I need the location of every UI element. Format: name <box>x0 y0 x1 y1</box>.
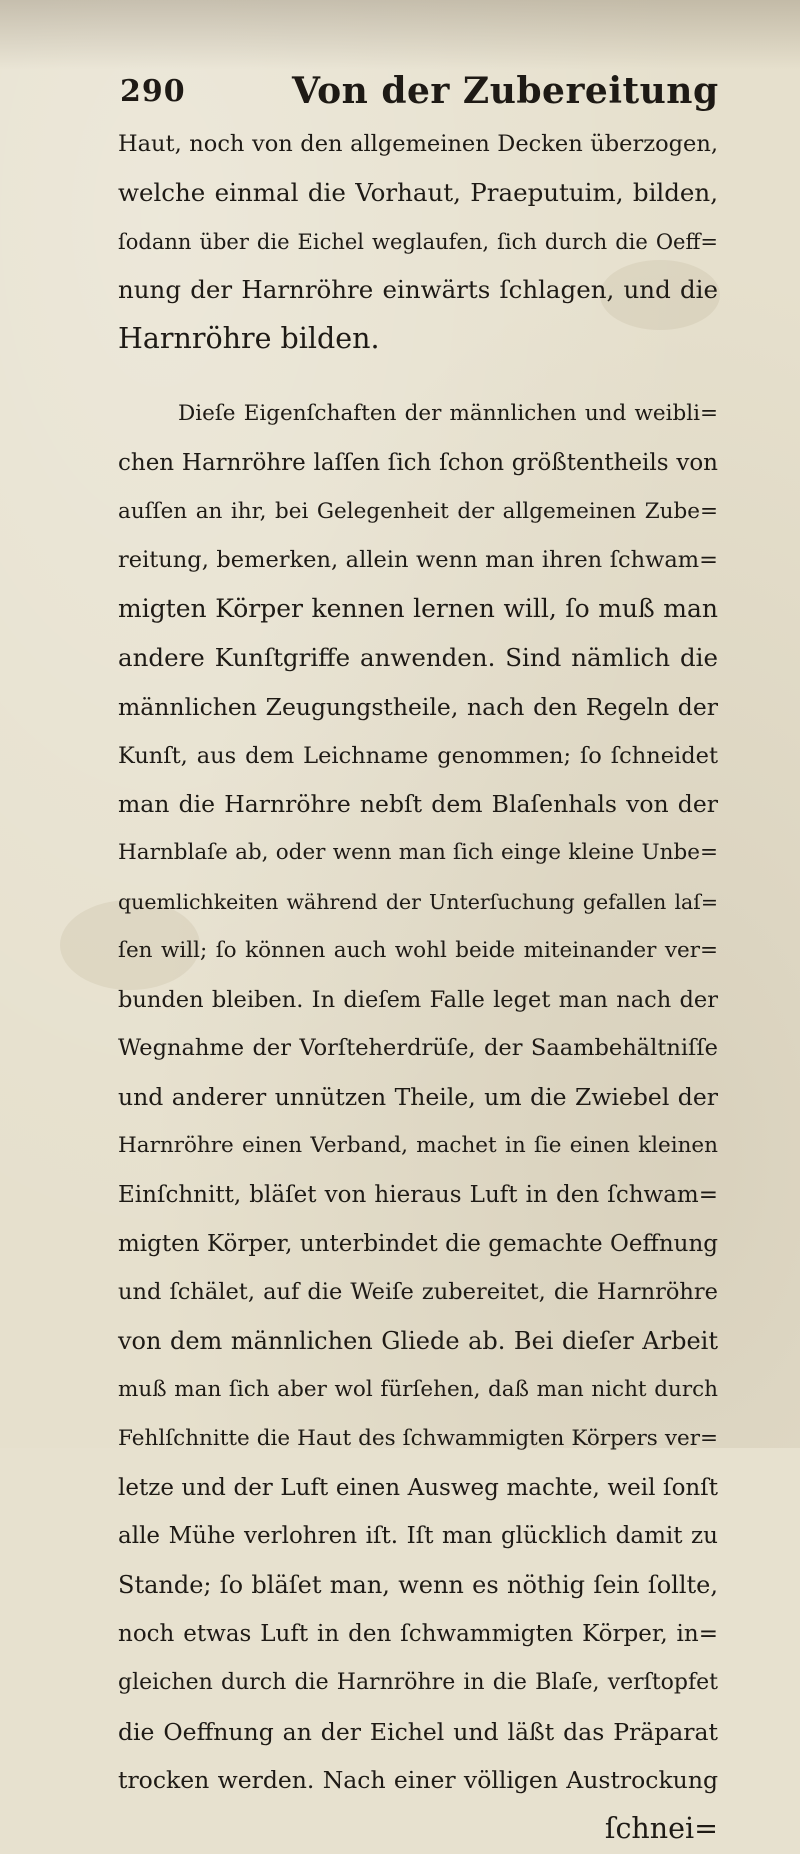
text-line: die Oeffnung an der Eichel und läßt das Präparat <box>118 1717 718 1746</box>
text-line: andere Kunſtgriffe anwenden. Sind nämlich die <box>118 642 718 672</box>
text-line: ſodann über die Eichel weglaufen, ſich durch die Oeff= <box>118 229 718 254</box>
text-line: und ſchälet, auf die Weiſe zubereitet, die Harnröhre <box>118 1279 718 1306</box>
paragraph-gap <box>118 364 718 390</box>
catchword: ſchnei= <box>604 1812 718 1846</box>
text-line: auſſen an ihr, bei Gelegenheit der allgemeinen Zube= <box>118 498 718 524</box>
text-line: migten Körper, unterbindet die gemachte Oeffnung <box>118 1230 718 1257</box>
text-line: Kunſt, aus dem Leichname genommen; ſo ſchneidet <box>118 742 718 769</box>
text-line: gleichen durch die Harnröhre in die Blaſe, verſtopfet <box>118 1669 718 1695</box>
text-line: chen Harnröhre laſſen ſich ſchon größtentheils von <box>118 449 718 476</box>
text-line: Harnblaſe ab, oder wenn man ſich einge kleine Unbe= <box>118 840 718 866</box>
text-line: muß man ſich aber wol fürſehen, daß man nicht durch <box>118 1376 718 1402</box>
text-line: Dieſe Eigenſchaften der männlichen und weibli= <box>178 400 718 426</box>
text-line: reitung, bemerken, allein wenn man ihren ſchwam= <box>118 547 718 574</box>
text-line: männlichen Zeugungstheile, nach den Regeln der <box>118 692 718 721</box>
text-line: alle Mühe verlohren iſt. Iſt man glücklich damit zu <box>118 1523 718 1550</box>
running-head: Von der Zubereitung <box>292 70 719 112</box>
text-line: Stande; ſo bläſet man, wenn es nöthig ſein ſollte, <box>118 1571 718 1600</box>
text-line: und anderer unnützen Theile, um die Zwiebel der <box>118 1083 718 1112</box>
text-line: Wegnahme der Vorſteherdrüſe, der Saambehältniſſe <box>118 1035 718 1062</box>
text-line: migten Körper kennen lernen will, ſo muß man <box>118 594 718 624</box>
text-line: bunden bleiben. In dieſem Falle leget man nach der <box>118 986 718 1013</box>
text-line: ſen will; ſo können auch wohl beide miteinander ver= <box>118 937 718 963</box>
text-line: Haut, noch von den allgemeinen Decken überzogen, <box>118 131 718 157</box>
text-line: trocken werden. Nach einer völligen Austrockung <box>118 1766 718 1795</box>
text-line: quemlichkeiten während der Unterſuchung gefallen laſ= <box>118 889 718 914</box>
page-header <box>0 68 800 118</box>
body-text <box>118 120 718 1854</box>
text-line: von dem männlichen Gliede ab. Bei dieſer Arbeit <box>118 1327 718 1356</box>
text-line: Harnröhre bilden. <box>118 322 380 356</box>
page-top-shading <box>0 0 800 70</box>
text-line: welche einmal die Vorhaut, Praeputuim, bilden, <box>118 177 718 207</box>
text-line: man die Harnröhre nebſt dem Blaſenhals von der <box>118 790 718 819</box>
text-line: Einſchnitt, bläſet von hieraus Luft in den ſchwam= <box>118 1181 718 1208</box>
text-line: Harnröhre einen Verband, machet in ſie einen kleinen <box>118 1132 718 1158</box>
page-number: 290 <box>120 74 186 109</box>
text-line: letze und der Luft einen Ausweg machte, weil ſonſt <box>118 1474 718 1501</box>
text-line: noch etwas Luft in den ſchwammigten Körper, in= <box>118 1620 718 1647</box>
text-line: Fehlſchnitte die Haut des ſchwammigten Körpers ver= <box>118 1425 718 1451</box>
text-line: nung der Harnröhre einwärts ſchlagen, und die <box>118 275 718 305</box>
